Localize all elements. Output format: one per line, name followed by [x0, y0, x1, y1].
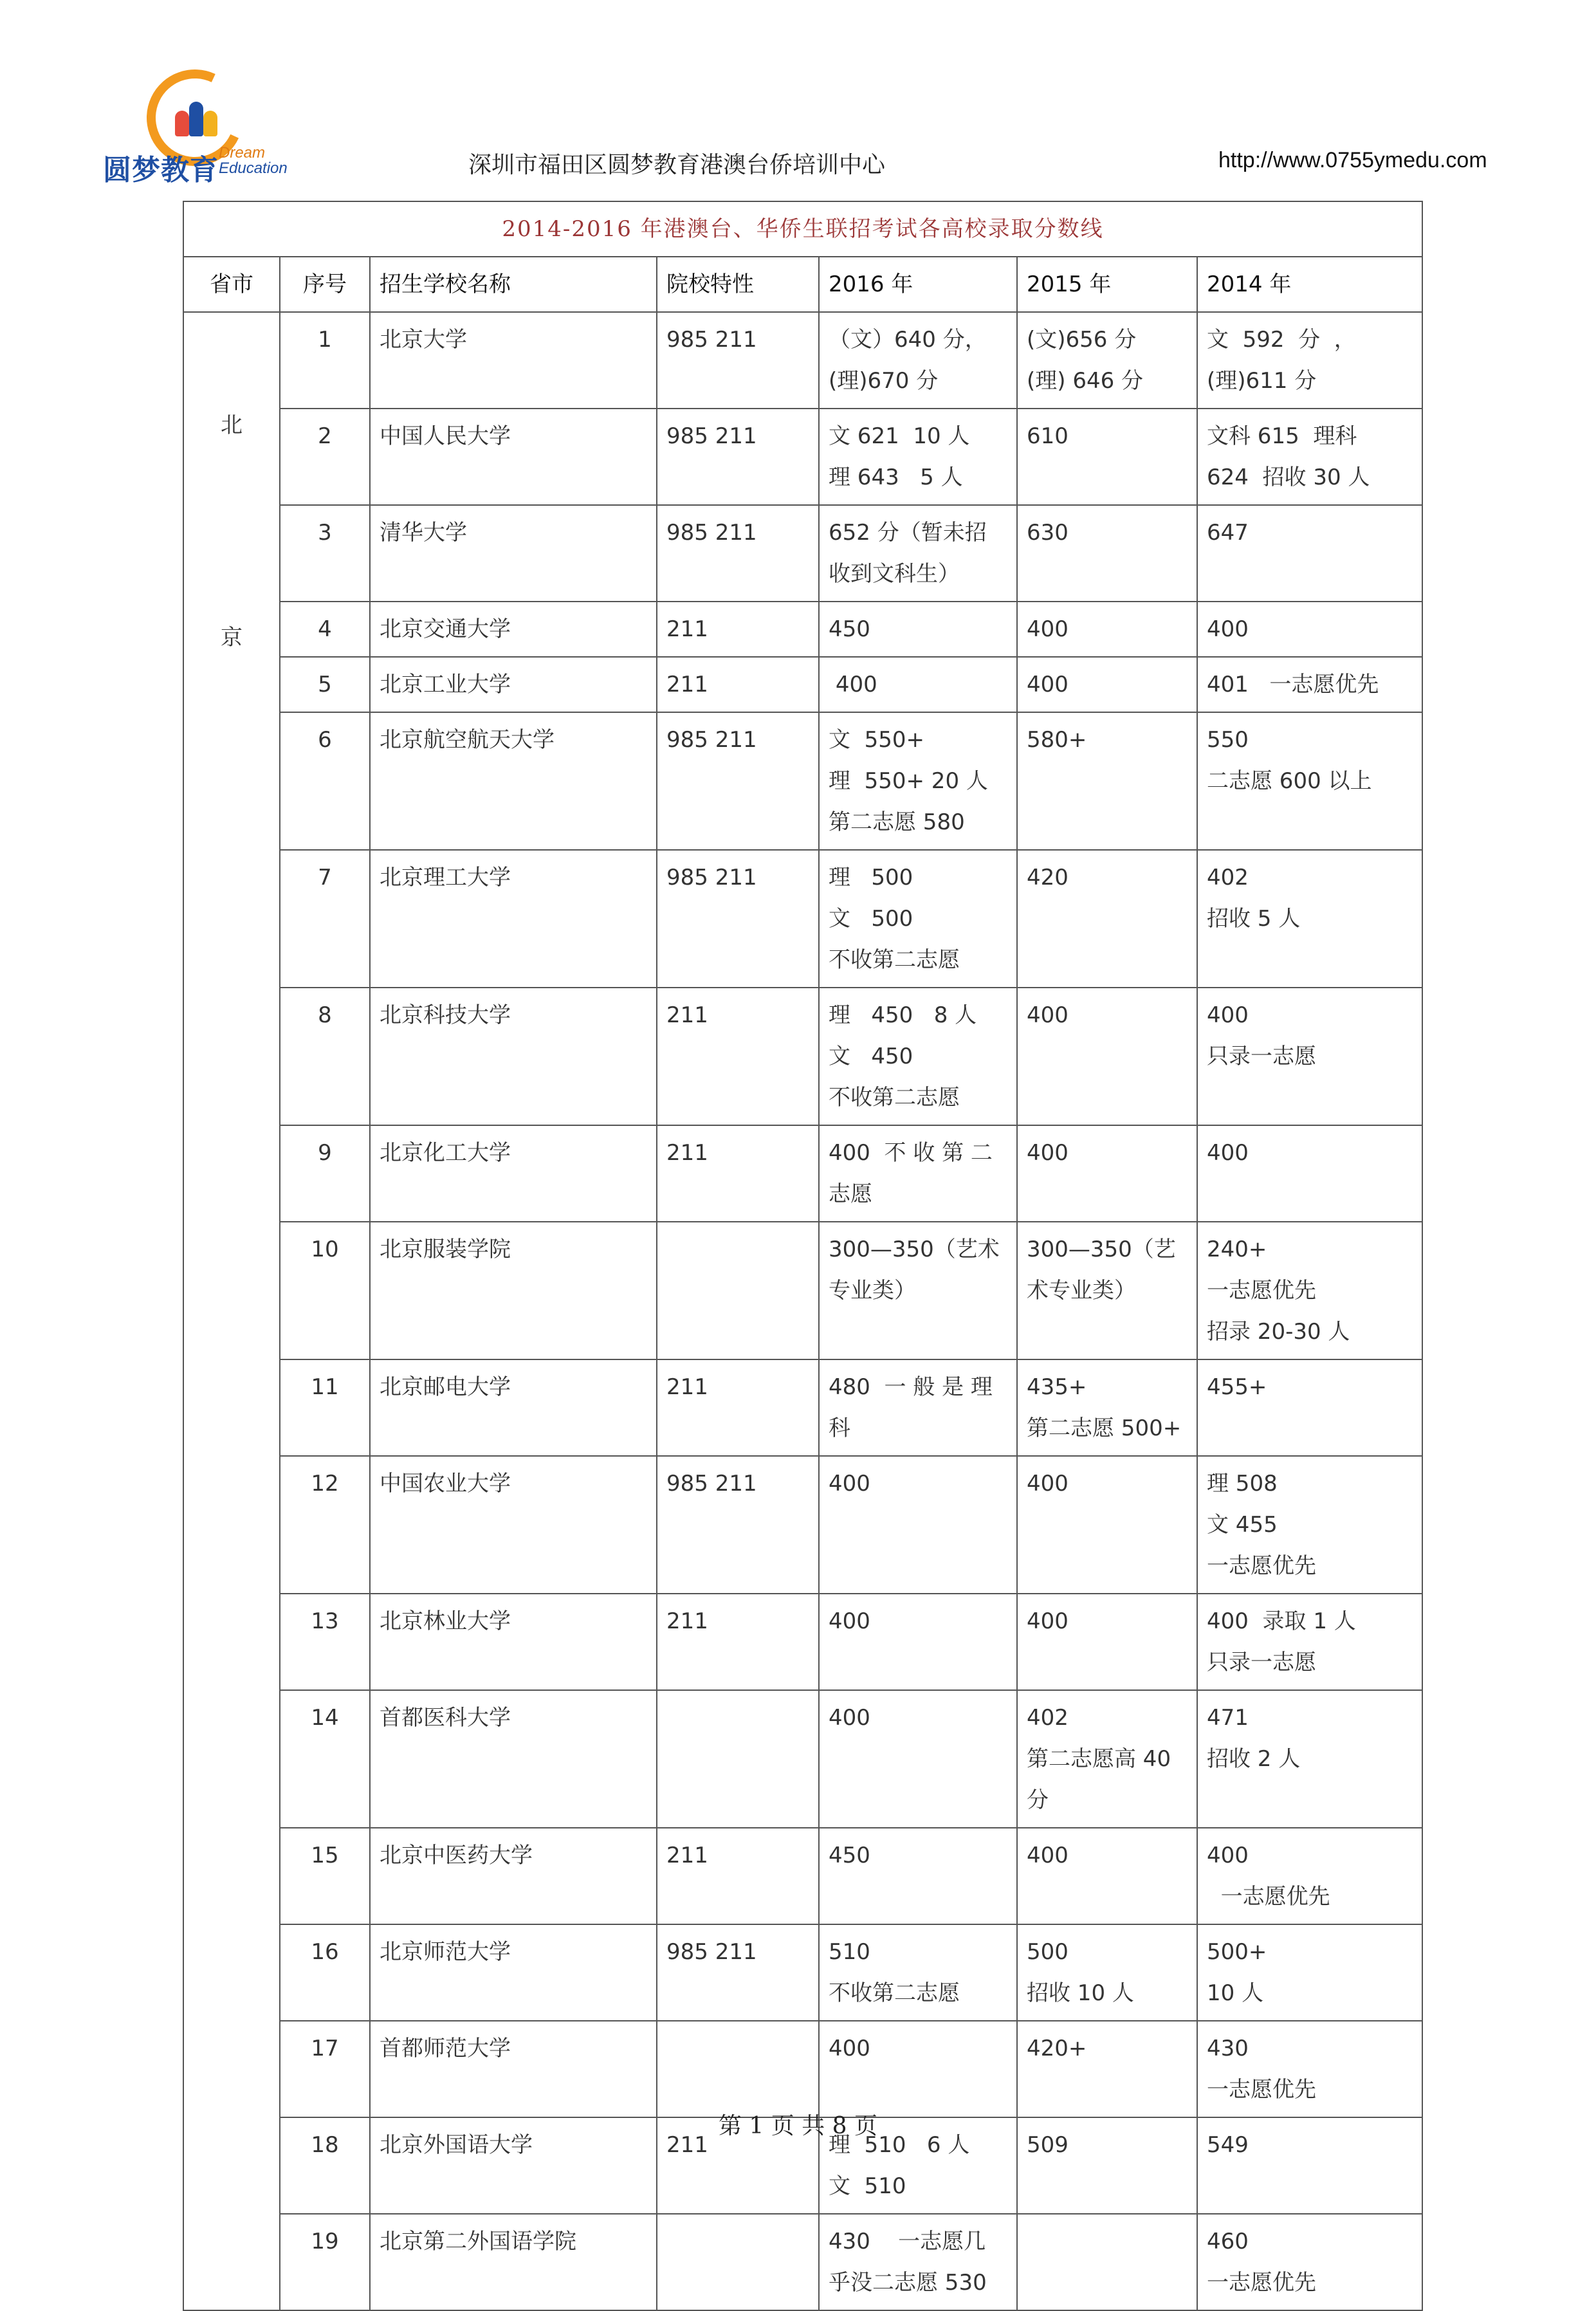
score-2014: [1197, 1359, 1422, 1456]
row-number: 4: [280, 602, 370, 657]
row-number: 19: [280, 2214, 370, 2310]
table-row: [183, 1924, 1422, 2021]
score-2016: [819, 409, 1017, 505]
cell-line: 文 550+: [829, 727, 924, 753]
score-2014: [1197, 409, 1422, 505]
cell-line: 400: [1027, 1608, 1069, 1634]
score-2014: [1197, 1222, 1422, 1359]
cell-line: 500+: [1207, 1939, 1267, 1965]
row-number: 18: [280, 2117, 370, 2214]
school-type: 985 211: [657, 505, 819, 602]
school-name: 北京外国语大学: [370, 2117, 657, 2214]
score-2016: [819, 2021, 1017, 2117]
score-2014: [1197, 1828, 1422, 1924]
score-2016: [819, 988, 1017, 1125]
score-2016: [819, 1594, 1017, 1690]
school-type: 211: [657, 988, 819, 1125]
cell-line: 400 录取 1 人: [1207, 1608, 1356, 1634]
score-2014: [1197, 2214, 1422, 2310]
cell-line: (理)611 分: [1207, 368, 1317, 394]
cell-line: 二志愿 600 以上: [1207, 768, 1372, 794]
table-row: [183, 988, 1422, 1125]
cell-line: 510: [829, 1939, 870, 1965]
row-number: 1: [280, 312, 370, 409]
school-name: 北京中医药大学: [370, 1828, 657, 1924]
cell-line: 450: [829, 1843, 870, 1868]
school-name: 中国农业大学: [370, 1456, 657, 1594]
score-2016: [819, 505, 1017, 602]
score-2014: [1197, 505, 1422, 602]
cell-line: 乎没二志愿 530: [829, 2270, 987, 2296]
header-school-name: 招生学校名称: [370, 257, 657, 312]
cell-line: (理)670 分: [829, 368, 939, 394]
school-name: 北京理工大学: [370, 850, 657, 988]
row-number: 9: [280, 1125, 370, 1222]
school-type: 211: [657, 1125, 819, 1222]
score-2015: [1017, 505, 1197, 602]
header-school-type: 院校特性: [657, 257, 819, 312]
cell-line: 430: [1207, 2036, 1249, 2061]
score-2015: [1017, 1359, 1197, 1456]
school-type: [657, 2214, 819, 2310]
table-row: [183, 712, 1422, 850]
row-number: 15: [280, 1828, 370, 1924]
school-type: 985 211: [657, 409, 819, 505]
score-2014: [1197, 1125, 1422, 1222]
score-2014: [1197, 602, 1422, 657]
cell-line: 一志愿优先: [1207, 1553, 1316, 1579]
score-2015: [1017, 2021, 1197, 2117]
cell-line: 招收 5 人: [1207, 906, 1301, 932]
header-2016: 2016 年: [819, 257, 1017, 312]
score-2016: [819, 1222, 1017, 1359]
school-type: 211: [657, 1828, 819, 1924]
score-2015: [1017, 2214, 1197, 2310]
score-2016: [819, 1125, 1017, 1222]
cell-line: 不收第二志愿: [829, 1085, 960, 1110]
row-number: 11: [280, 1359, 370, 1456]
score-2015: [1017, 988, 1197, 1125]
table-row: [183, 409, 1422, 505]
admission-score-table: [183, 201, 1422, 2311]
cell-line: 580+: [1027, 727, 1087, 753]
school-name: 首都师范大学: [370, 2021, 657, 2117]
table-body: [183, 312, 1422, 2310]
score-2014: [1197, 988, 1422, 1125]
cell-line: 理 550+ 20 人: [829, 768, 988, 794]
score-2014: [1197, 2021, 1422, 2117]
table-row: [183, 1594, 1422, 1690]
row-number: 12: [280, 1456, 370, 1594]
row-number: 2: [280, 409, 370, 505]
score-2015: [1017, 312, 1197, 409]
cell-line: 专业类）: [829, 1278, 916, 1303]
school-type: 211: [657, 1359, 819, 1456]
header-number: 序号: [280, 257, 370, 312]
cell-line: 一志愿优先: [1207, 1884, 1330, 1910]
score-2016: [819, 712, 1017, 850]
cell-line: 652 分（暂未招: [829, 520, 987, 546]
organization-name: 深圳市福田区圆梦教育港澳台侨培训中心: [468, 152, 886, 178]
table-row: [183, 850, 1422, 988]
cell-line: 300—350（艺术: [829, 1237, 1000, 1262]
table-row: [183, 1359, 1422, 1456]
table-row: [183, 2214, 1422, 2310]
logo-text-cn: 圆梦教育: [103, 154, 219, 187]
table-row: [183, 1456, 1422, 1594]
province-cell: [183, 312, 280, 2310]
cell-line: 549: [1207, 2132, 1249, 2158]
school-type: 211: [657, 657, 819, 712]
cell-line: (理) 646 分: [1027, 368, 1144, 394]
school-type: 211: [657, 1594, 819, 1690]
cell-line: 300—350（艺: [1027, 1237, 1176, 1262]
row-number: 5: [280, 657, 370, 712]
cell-line: 460: [1207, 2229, 1249, 2254]
cell-line: 文 455: [1207, 1512, 1278, 1538]
school-name: 北京服装学院: [370, 1222, 657, 1359]
cell-line: 400: [1207, 1843, 1249, 1868]
row-number: 17: [280, 2021, 370, 2117]
cell-line: 收到文科生）: [829, 561, 960, 587]
cell-line: 420+: [1027, 2036, 1087, 2061]
cell-line: 240+: [1207, 1237, 1267, 1262]
cell-line: 理 500: [829, 865, 913, 890]
score-2015: [1017, 1222, 1197, 1359]
cell-line: 文 500: [829, 906, 913, 932]
score-2016: [819, 850, 1017, 988]
cell-line: 400: [829, 1608, 870, 1634]
cell-line: 招收 10 人: [1027, 1980, 1134, 2006]
score-2016: [819, 657, 1017, 712]
logo-text-en: Dream Education: [219, 144, 288, 177]
cell-line: 630: [1027, 520, 1069, 546]
table-row: [183, 2021, 1422, 2117]
brand-logo: [103, 57, 309, 187]
cell-line: 第二志愿 500+: [1027, 1415, 1182, 1441]
cell-line: 400: [1027, 1843, 1069, 1868]
table-row: [183, 1828, 1422, 1924]
school-type: [657, 1690, 819, 1828]
school-type: 985 211: [657, 312, 819, 409]
cell-line: 理 643 5 人: [829, 465, 963, 490]
header-2015: 2015 年: [1017, 257, 1197, 312]
score-2016: [819, 1359, 1017, 1456]
school-name: 中国人民大学: [370, 409, 657, 505]
school-name: 清华大学: [370, 505, 657, 602]
cell-line: 420: [1027, 865, 1069, 890]
row-number: 14: [280, 1690, 370, 1828]
cell-line: （文）640 分，: [829, 327, 987, 353]
table-row: [183, 657, 1422, 712]
score-2016: [819, 1828, 1017, 1924]
cell-line: 文 450: [829, 1044, 913, 1069]
school-type: [657, 1222, 819, 1359]
table-row: [183, 505, 1422, 602]
table-row: [183, 312, 1422, 409]
score-2015: [1017, 1828, 1197, 1924]
score-2015: [1017, 1924, 1197, 2021]
organization-url[interactable]: http://www.0755ymedu.com: [1218, 148, 1487, 172]
cell-line: 400: [1027, 1471, 1069, 1496]
row-number: 6: [280, 712, 370, 850]
table-row: [183, 602, 1422, 657]
cell-line: 401 一志愿优先: [1207, 672, 1379, 697]
school-name: 北京第二外国语学院: [370, 2214, 657, 2310]
cell-line: (文)656 分: [1027, 327, 1137, 353]
score-2014: [1197, 1456, 1422, 1594]
cell-line: 第二志愿 580: [829, 809, 965, 835]
cell-line: 509: [1027, 2132, 1069, 2158]
row-number: 10: [280, 1222, 370, 1359]
cell-line: 400: [829, 1705, 870, 1731]
cell-line: 455+: [1207, 1374, 1267, 1400]
school-type: 985 211: [657, 1924, 819, 2021]
school-name: 北京邮电大学: [370, 1359, 657, 1456]
cell-line: 文 592 分 ，: [1207, 327, 1356, 353]
cell-line: 只录一志愿: [1207, 1044, 1316, 1069]
cell-line: 550: [1207, 727, 1249, 753]
school-name: 北京师范大学: [370, 1924, 657, 2021]
cell-line: 624 招收 30 人: [1207, 465, 1370, 490]
cell-line: 文 510: [829, 2173, 906, 2199]
school-name: 北京科技大学: [370, 988, 657, 1125]
cell-line: 500: [1027, 1939, 1069, 1965]
cell-line: 文科 615 理科: [1207, 423, 1357, 449]
school-type: 211: [657, 2117, 819, 2214]
row-number: 3: [280, 505, 370, 602]
province-char: 北: [221, 412, 243, 438]
cell-line: 只录一志愿: [1207, 1650, 1316, 1675]
score-2016: [819, 1690, 1017, 1828]
cell-line: 402: [1027, 1705, 1069, 1731]
row-number: 13: [280, 1594, 370, 1690]
school-name: 北京航空航天大学: [370, 712, 657, 850]
cell-line: 480 一 般 是 理: [829, 1374, 993, 1400]
cell-line: 400: [1027, 672, 1069, 697]
score-2015: [1017, 1456, 1197, 1594]
row-number: 7: [280, 850, 370, 988]
cell-line: 一志愿优先: [1207, 1278, 1316, 1303]
score-2014: [1197, 850, 1422, 988]
cell-line: 10 人: [1207, 1980, 1264, 2006]
cell-line: 400: [829, 672, 877, 697]
table-row: [183, 1222, 1422, 1359]
cell-line: 402: [1207, 865, 1249, 890]
table-header-row: [183, 257, 1422, 312]
score-2015: [1017, 602, 1197, 657]
score-2014: [1197, 1924, 1422, 2021]
score-2015: [1017, 409, 1197, 505]
score-2015: [1017, 712, 1197, 850]
cell-line: 400: [1027, 1002, 1069, 1028]
score-2016: [819, 602, 1017, 657]
cell-line: 450: [829, 616, 870, 642]
cell-line: 400: [1207, 616, 1249, 642]
cell-line: 不收第二志愿: [829, 1980, 960, 2006]
cell-line: 术专业类）: [1027, 1278, 1136, 1303]
cell-line: 400: [829, 1471, 870, 1496]
cell-line: 一志愿优先: [1207, 2077, 1316, 2103]
score-2016: [819, 312, 1017, 409]
row-number: 8: [280, 988, 370, 1125]
score-2014: [1197, 1690, 1422, 1828]
people-icon: [174, 102, 219, 140]
score-2015: [1017, 850, 1197, 988]
school-type: 985 211: [657, 850, 819, 988]
header-2014: 2014 年: [1197, 257, 1422, 312]
cell-line: 招录 20-30 人: [1207, 1319, 1350, 1345]
cell-line: 志愿: [829, 1181, 872, 1207]
school-name: 北京工业大学: [370, 657, 657, 712]
table-title: 2014-2016 年港澳台、华侨生联招考试各高校录取分数线: [183, 201, 1422, 257]
cell-line: 435+: [1027, 1374, 1087, 1400]
cell-line: 科: [829, 1415, 850, 1441]
score-2015: [1017, 1594, 1197, 1690]
score-2016: [819, 1924, 1017, 2021]
header-province: 省市: [183, 257, 280, 312]
table-row: [183, 1690, 1422, 1828]
cell-line: 647: [1207, 520, 1249, 546]
score-2015: [1017, 1125, 1197, 1222]
cell-line: 理 508: [1207, 1471, 1278, 1496]
table-row: [183, 1125, 1422, 1222]
province-char: 京: [221, 625, 243, 650]
school-name: 北京交通大学: [370, 602, 657, 657]
score-2015: [1017, 657, 1197, 712]
cell-line: 理 510 6 人: [829, 2132, 970, 2158]
cell-line: 400: [1027, 616, 1069, 642]
cell-line: 400: [1027, 1140, 1069, 1166]
cell-line: 招收 2 人: [1207, 1746, 1301, 1772]
school-type: [657, 2021, 819, 2117]
score-2016: [819, 1456, 1017, 1594]
cell-line: 理 450 8 人: [829, 1002, 977, 1028]
cell-line: 400: [1207, 1140, 1249, 1166]
score-2014: [1197, 712, 1422, 850]
row-number: 16: [280, 1924, 370, 2021]
school-type: 985 211: [657, 712, 819, 850]
school-type: 985 211: [657, 1456, 819, 1594]
cell-line: 一志愿优先: [1207, 2270, 1316, 2296]
cell-line: 分: [1027, 1787, 1049, 1813]
school-name: 北京大学: [370, 312, 657, 409]
score-2015: [1017, 1690, 1197, 1828]
score-2014: [1197, 657, 1422, 712]
score-2014: [1197, 312, 1422, 409]
cell-line: 400: [829, 2036, 870, 2061]
score-2014: [1197, 1594, 1422, 1690]
cell-line: 400 不 收 第 二: [829, 1140, 993, 1166]
cell-line: 471: [1207, 1705, 1249, 1731]
cell-line: 400: [1207, 1002, 1249, 1028]
cell-line: 文 621 10 人: [829, 423, 970, 449]
score-2016: [819, 2214, 1017, 2310]
cell-line: 第二志愿高 40: [1027, 1746, 1171, 1772]
school-type: 211: [657, 602, 819, 657]
cell-line: 610: [1027, 423, 1069, 449]
school-name: 北京化工大学: [370, 1125, 657, 1222]
page-number: 第 1 页 共 8 页: [718, 2113, 878, 2139]
cell-line: 430 一志愿几: [829, 2229, 986, 2254]
school-name: 首都医科大学: [370, 1690, 657, 1828]
cell-line: 不收第二志愿: [829, 947, 960, 973]
school-name: 北京林业大学: [370, 1594, 657, 1690]
